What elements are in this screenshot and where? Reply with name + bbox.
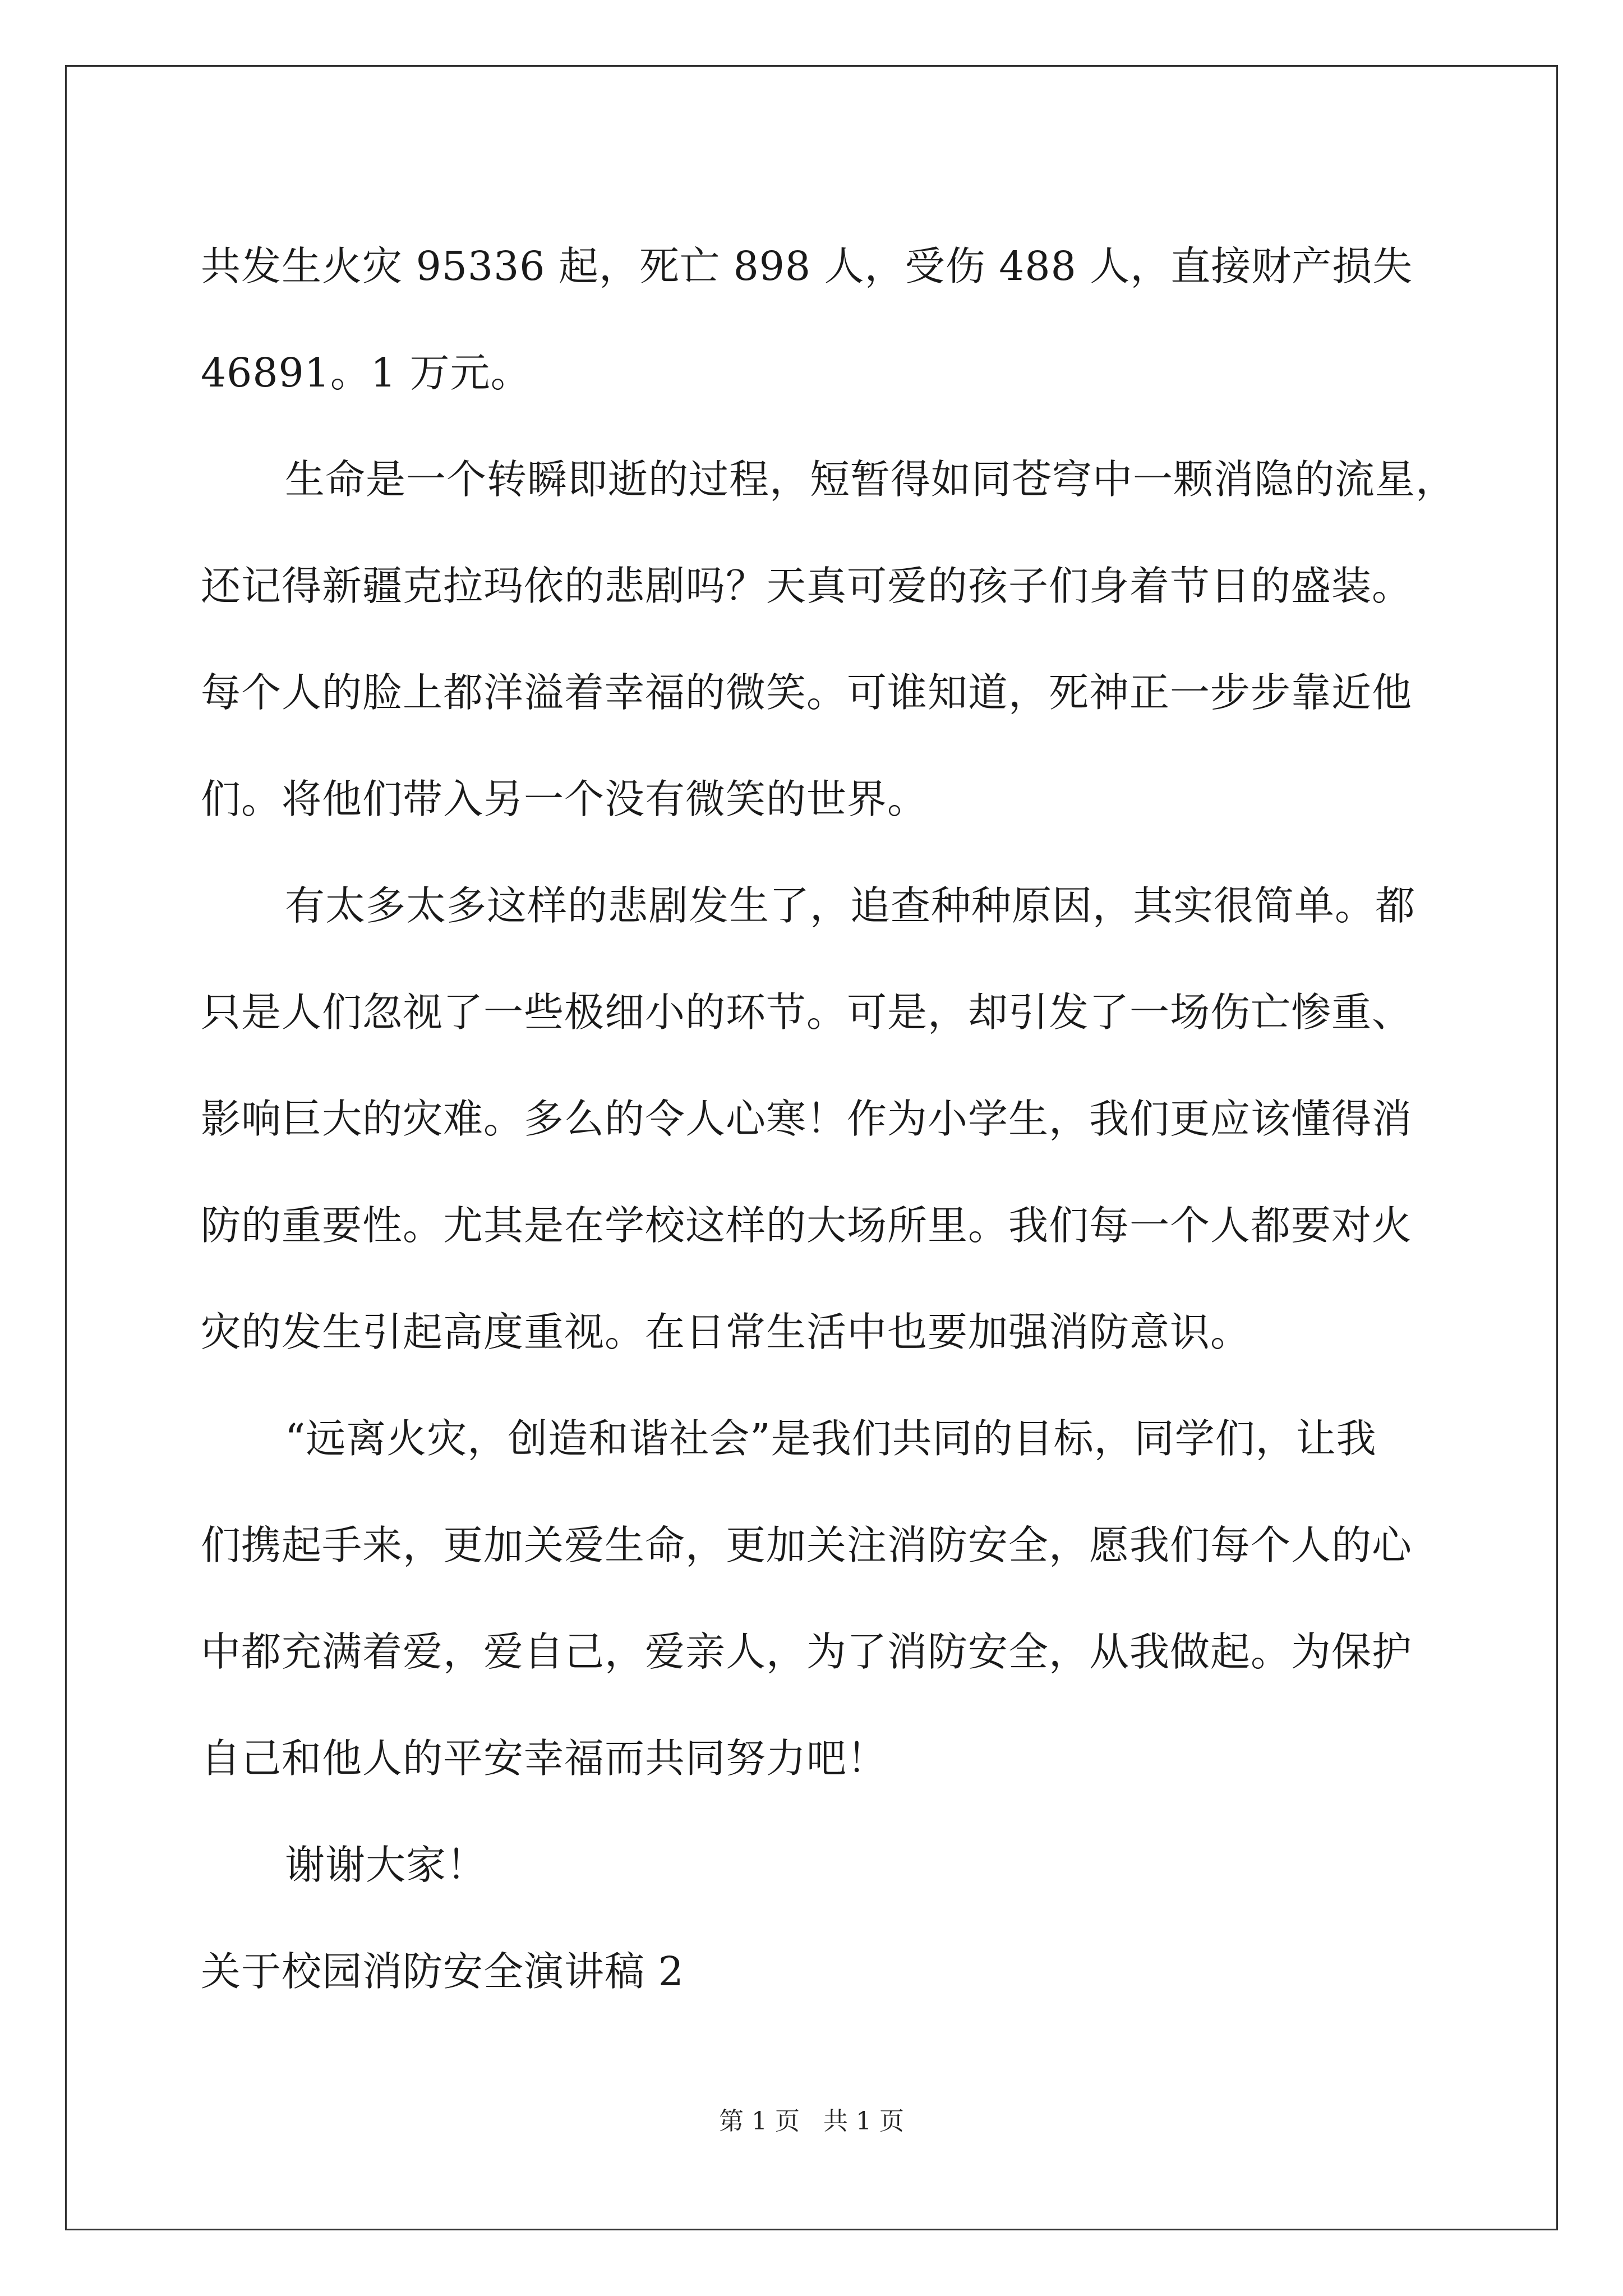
text-line-16: 谢谢大家！ [285, 1842, 487, 1888]
text-line-1: 共发生火灾 95336 起，死亡 898 人，受伤 488 人，直接财产损失 [201, 243, 1413, 289]
page-number-total: 共 1 页 [823, 2107, 904, 2136]
text-line-7: 有太多太多这样的悲剧发生了，追查种种原因，其实很简单。都 [285, 882, 1416, 929]
text-line-12: “远离火灾，创造和谐社会”是我们共同的目标，同学们，让我 [285, 1415, 1377, 1462]
page-number-current: 第 1 页 [719, 2107, 800, 2136]
text-line-10: 防的重要性。尤其是在学校这样的大场所里。我们每一个人都要对火 [201, 1202, 1413, 1249]
text-line-4: 还记得新疆克拉玛依的悲剧吗？天真可爱的孩子们身着节日的盛装。 [201, 563, 1413, 609]
text-line-11: 灾的发生引起高度重视。在日常生活中也要加强消防意识。 [201, 1309, 1251, 1355]
page-footer [0, 2101, 1623, 2137]
document-body [201, 213, 1456, 2025]
text-line-2: 46891。1 万元。 [201, 349, 531, 396]
text-line-13: 们携起手来，更加关爱生命，更加关注消防安全，愿我们每个人的心 [201, 1522, 1413, 1568]
text-line-8: 只是人们忽视了一些极细小的环节。可是，却引发了一场伤亡惨重、 [201, 989, 1413, 1036]
text-line-3: 生命是一个转瞬即逝的过程，短暂得如同苍穹中一颗消隐的流星， [285, 456, 1456, 503]
text-line-14: 中都充满着爱，爱自己，爱亲人，为了消防安全，从我做起。为保护 [201, 1628, 1413, 1675]
text-line-15: 自己和他人的平安幸福而共同努力吧！ [201, 1735, 888, 1782]
section-heading: 关于校园消防安全演讲稿 2 [201, 1948, 684, 1995]
text-line-9: 影响巨大的灾难。多么的令人心寒！作为小学生，我们更应该懂得消 [201, 1096, 1413, 1142]
text-line-6: 们。将他们带入另一个没有微笑的世界。 [201, 776, 928, 822]
text-line-5: 每个人的脸上都洋溢着幸福的微笑。可谁知道，死神正一步步靠近他 [201, 669, 1413, 716]
